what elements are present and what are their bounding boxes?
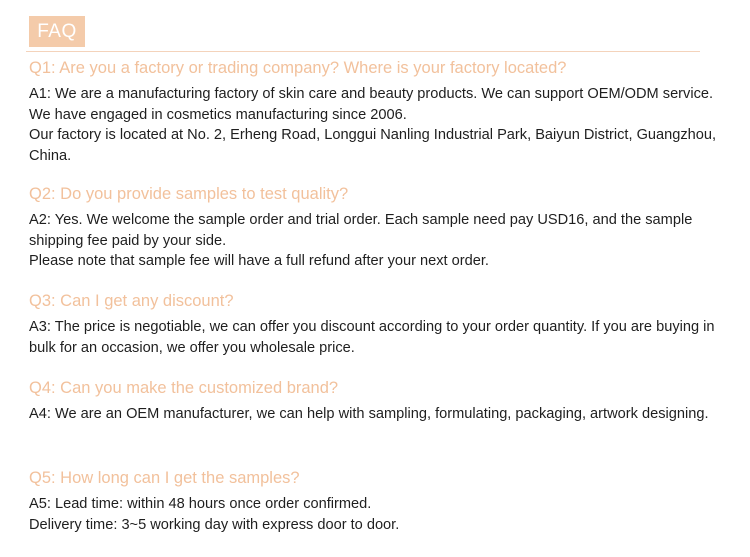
faq-question-3: Q3: Can I get any discount? [29, 292, 234, 310]
header-divider [26, 51, 700, 52]
faq-answer-3 [29, 317, 719, 358]
faq-answer-3-line-1: A3: The price is negotiable, we can offer you discount according to your order quantity. If you are buying in bulk for an occasion, we offer you wholesale price. [29, 319, 715, 356]
faq-header [26, 16, 700, 52]
faq-item-3 [29, 291, 719, 358]
faq-answer-5-line-2: Delivery time: 3~5 working day with express door to door. [29, 516, 400, 533]
faq-item-4 [29, 378, 719, 425]
faq-title-tab: FAQ [29, 16, 85, 47]
faq-answer-4 [29, 404, 719, 425]
faq-answer-2 [29, 210, 719, 272]
faq-question-2: Q2: Do you provide samples to test quality? [29, 185, 349, 203]
faq-item-1 [29, 58, 719, 166]
faq-answer-1-line-1: A1: We are a manufacturing factory of skin care and beauty products. We can support OEM/ODM service. We have engaged in cosmetics manufacturing since 2006. [29, 86, 714, 123]
faq-question-5: Q5: How long can I get the samples? [29, 469, 300, 487]
faq-answer-5-line-1: A5: Lead time: within 48 hours once order confirmed. [29, 496, 372, 512]
faq-item-2 [29, 184, 719, 272]
faq-question-1: Q1: Are you a factory or trading company? Where is your factory located? [29, 59, 567, 77]
faq-item-5 [29, 468, 719, 535]
faq-answer-1 [29, 84, 719, 166]
faq-answer-4-line-1: A4: We are an OEM manufacturer, we can help with sampling, formulating, packaging, artwork designing. [29, 406, 709, 422]
faq-answer-2-line-1: A2: Yes. We welcome the sample order and trial order. Each sample need pay USD16, and the sample shipping fee paid by your side. [29, 212, 693, 249]
faq-answer-1-line-2: Our factory is located at No. 2, Erheng Road, Longgui Nanling Industrial Park, Baiyun District, Guangzhou, China. [29, 127, 717, 164]
faq-answer-2-line-2: Please note that sample fee will have a full refund after your next order. [29, 253, 489, 269]
faq-answer-5 [29, 494, 719, 535]
faq-question-4: Q4: Can you make the customized brand? [29, 379, 339, 397]
